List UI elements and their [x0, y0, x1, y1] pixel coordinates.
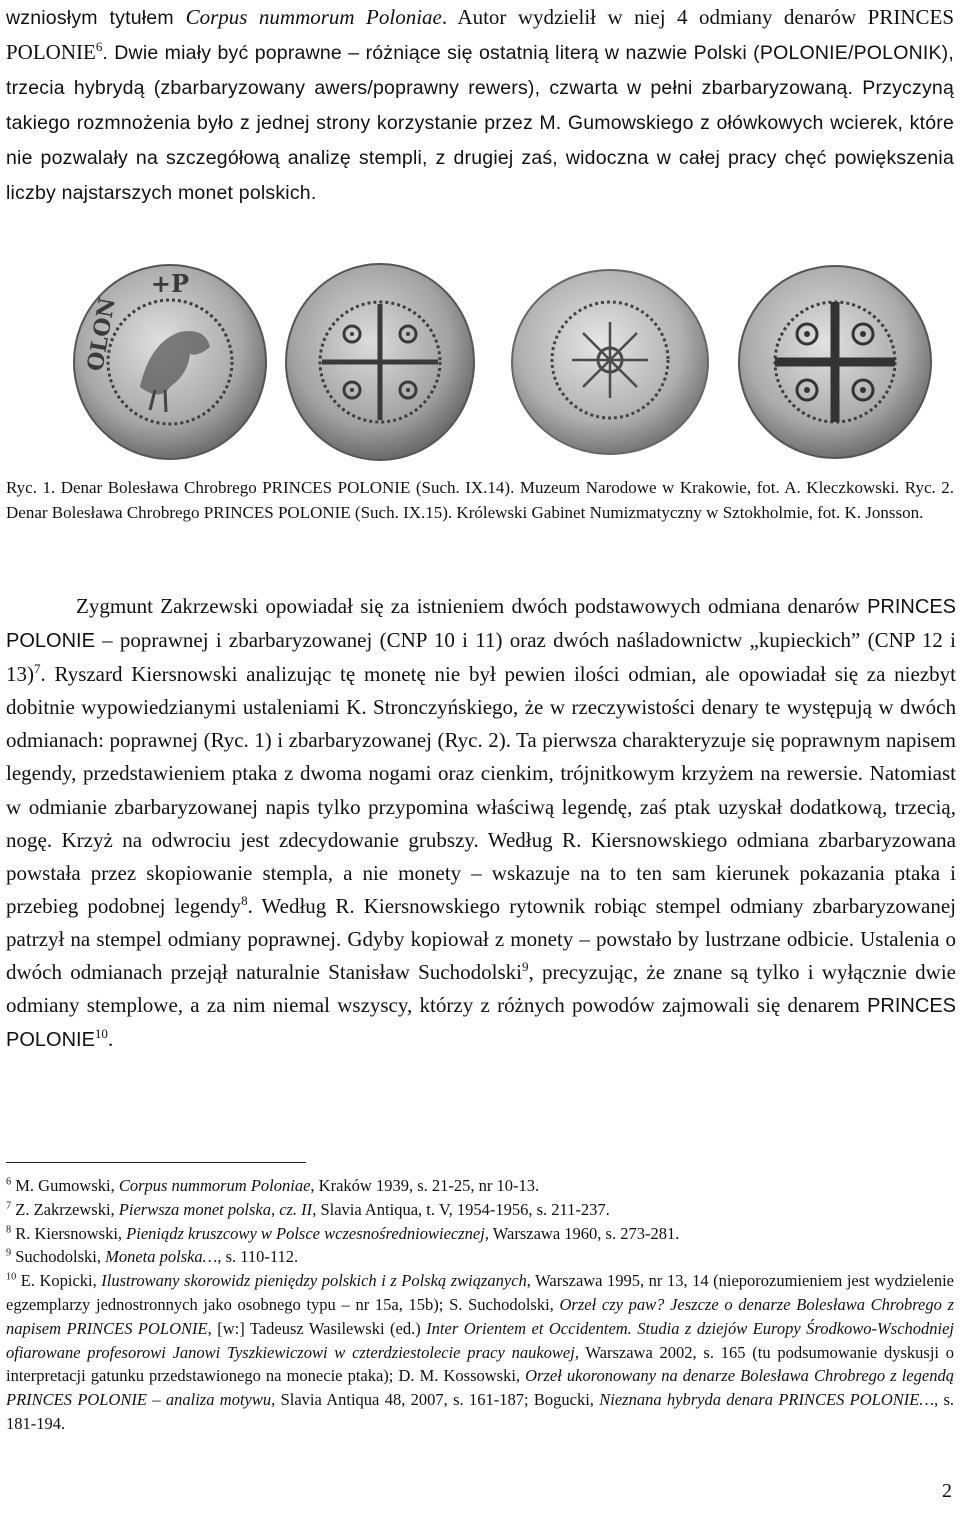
footnote-ref-8[interactable]: 8: [241, 892, 248, 908]
footnote-9-number: 9: [6, 1247, 12, 1259]
footnote-ref-10[interactable]: 10: [94, 1026, 108, 1042]
main-paragraph: [6, 590, 956, 1057]
footnote-9-text-end: , s. 110-112.: [217, 1247, 299, 1267]
main-text-princes-1: PRINCES POLONIE: [6, 596, 956, 653]
coin-1-obverse-image: [70, 262, 270, 462]
footnote-10-text-c: , Warszawa 1995, nr 13, 14 (nieporozumieniem jest wydzielenie egzemplarzy jednostronnych jako osobnego typu – nr 15a, 15b); S. Suchodolski,: [6, 1271, 954, 1314]
footnote-6-text: M. Gumowski,: [11, 1176, 119, 1195]
footnote-8-text: R. Kiersnowski,: [11, 1223, 127, 1243]
footnote-10-title-b: Ilustrowany skorowidz pieniędzy polskich i z Polską związanych: [101, 1271, 527, 1291]
footnote-10-title-h: Orzeł ukoronowany na denarze Bolesława Chrobrego z legendą PRINCES POLONIE – analiza motywu: [6, 1366, 954, 1410]
footnote-9: [6, 1245, 954, 1269]
footnote-7-text: Z. Zakrzewski,: [11, 1199, 119, 1219]
footnote-10-title-d: Orzeł czy paw? Jeszcze o denarze Bolesława Chrobrego z napisem PRINCES POLONIE: [6, 1294, 954, 1338]
footnote-9-text: Suchodolski,: [11, 1247, 106, 1267]
coin-figures: [70, 262, 960, 462]
main-text-6: .: [107, 1027, 114, 1052]
footnote-8-text-end: , Warszawa 1960, s. 273-281.: [484, 1223, 680, 1243]
footnote-6-number: 6: [6, 1176, 12, 1188]
footnotes: [6, 1174, 954, 1436]
main-text-princes-2: PRINCES POLONIE: [6, 995, 956, 1052]
footnote-10-title-f: Inter Orientem et Occidentem. Studia z dziejów Europy Środkowo-Wschodniej ofiarowane profesorowi Janowi Tyszkiewiczowi w czterdziestolecie pracy naukowej: [6, 1318, 955, 1362]
coin-2-reverse-image: [735, 262, 935, 462]
footnote-ref-9[interactable]: 9: [521, 959, 529, 975]
footnote-6-text-end: , Kraków 1939, s. 21-25, nr 10-13.: [310, 1176, 540, 1195]
footnote-ref-7[interactable]: 7: [34, 661, 41, 677]
footnote-8-title: Pieniądz kruszcowy w Polsce wczesnośredniowiecznej: [126, 1223, 485, 1243]
top-text-title: Corpus nummorum Poloniae: [185, 5, 442, 29]
figure-caption: Ryc. 1. Denar Bolesława Chrobrego PRINCES POLONIE (Such. IX.14). Muzeum Narodowe w Krakowie, fot. A. Kleczkowski. Ryc. 2. Denar Bolesława Chrobrego PRINCES POLONIE (Such. IX.15). Królewski Gabinet Numizmatyczny w Sztokholmie, fot. K. Jonsson.: [6, 478, 954, 522]
main-text-1: Zygmunt Zakrzewski opowiadał się za istnieniem dwóch podstawowych odmiana denarów: [76, 594, 868, 618]
main-text-5: , precyzując, że znane są tylko i wyłącznie dwie odmiany stemplowe, a za nim niemal wszyscy, którzy z różnych powodów zajmowali się denarem: [6, 960, 956, 1018]
footnote-9-title: Moneta polska…: [105, 1247, 218, 1267]
footnote-divider: [6, 1162, 306, 1163]
footnote-10-text-k: , s. 181-194.: [6, 1390, 955, 1433]
footnote-10-number: 10: [6, 1271, 17, 1283]
footnote-7: [6, 1198, 954, 1222]
footnote-10-text-a: E. Kopicki,: [16, 1271, 102, 1291]
coin-1-reverse-image: [280, 262, 480, 462]
coin-2-obverse-image: [510, 262, 710, 462]
footnote-10-title-j: Nieznana hybryda denara PRINCES POLONIE…: [599, 1390, 935, 1410]
main-text-4: . Według R. Kiersnowskiego rytownik robiąc stempel odmiany zbarbaryzowanej patrzył na stempel odmiany poprawnej. Gdyby kopiował z monety – powstało by lustrzane odbicie. Ustalenia o dwóch odmianach przejął naturalnie Stanisław Suchodolski: [6, 893, 957, 985]
page-number: 2: [942, 1480, 952, 1502]
footnote-10-text-e: , [w:] Tadeusz Wasilewski (ed.): [207, 1318, 427, 1338]
footnote-8-number: 8: [6, 1224, 12, 1236]
footnote-10-text-g: , Warszawa 2002, s. 165 (tu podsumowanie dyskusji o interpretacji gatunku przedstawionego na monecie ptaka); D. M. Kossowski,: [6, 1342, 954, 1386]
top-text-3: . Dwie miały być poprawne – różniące się ostatnią literą w nazwie Polski (POLONIE/POLONIK), trzecia hybrydą (zbarbaryzowany awers/poprawny rewers), czwarta w pełni zbarbaryzowaną. Przyczyną takiego rozmnożenia było z jednej strony korzystanie przez M. Gumowskiego z ołówkowych wcierek, które nie pozwalały na szczegółową analizę stempli, z drugiej zaś, widoczna w całej pracy chęć powiększenia liczby najstarszych monet polskich.: [6, 42, 954, 204]
top-paragraph: [6, 0, 954, 210]
top-text-2: . Autor wydzielił w niej 4 odmiany denarów PRINCES POLONIE: [6, 5, 955, 64]
footnote-7-number: 7: [6, 1200, 12, 1212]
footnote-6-title: Corpus nummorum Poloniae: [118, 1176, 311, 1195]
footnote-8: [6, 1222, 954, 1246]
svg-text:+P: +P: [150, 269, 190, 298]
top-text-1: wzniosłym tytułem: [6, 7, 186, 29]
footnote-10-text-i: , Slavia Antiqua 48, 2007, s. 161-187; Bogucki,: [271, 1390, 600, 1410]
main-text-3: . Ryszard Kiersnowski analizując tę monetę nie był pewien ilości odmian, ale opowiadał się za niezbyt dobitnie wypowiedzianymi ustaleniami K. Stronczyńskiego, że w rzeczywistości denary te występują w dwóch odmianach: poprawnej (Ryc. 1) i zbarbaryzowanej (Ryc. 2). Ta pierwsza charakteryzuje się poprawnym napisem legendy, przedstawieniem ptaka z dwoma nogami oraz cienkim, trójnitkowym krzyżem na rewersie. Natomiast w odmianie zbarbaryzowanej napis tylko przypomina właściwą legendę, zaś ptak uzyskał dodatkową, trzecią, nogę. Krzyż na odwrociu jest zdecydowanie grubszy. Według R. Kiersnowskiego odmiana zbarbaryzowana powstała przez skopiowanie stempla, a nie monety – wskazuje na to ten sam kierunek pokazania ptaka i przebieg podobnej legendy: [6, 662, 956, 918]
footnote-7-text-end: , Slavia Antiqua, t. V, 1954-1956, s. 211-237.: [312, 1199, 610, 1219]
footnote-ref-6[interactable]: 6: [95, 39, 103, 54]
main-text-2: – poprawnej i zbarbaryzowanej (CNP 10 i 11) oraz dwóch naśladownictw „kupieckich” (CNP 12 i 13): [6, 628, 956, 687]
footnote-7-title: Pierwsza monet polska, cz. II: [118, 1199, 313, 1219]
svg-text:OLON: OLON: [82, 295, 121, 374]
footnote-10: [6, 1269, 954, 1436]
footnote-6: [6, 1174, 954, 1198]
